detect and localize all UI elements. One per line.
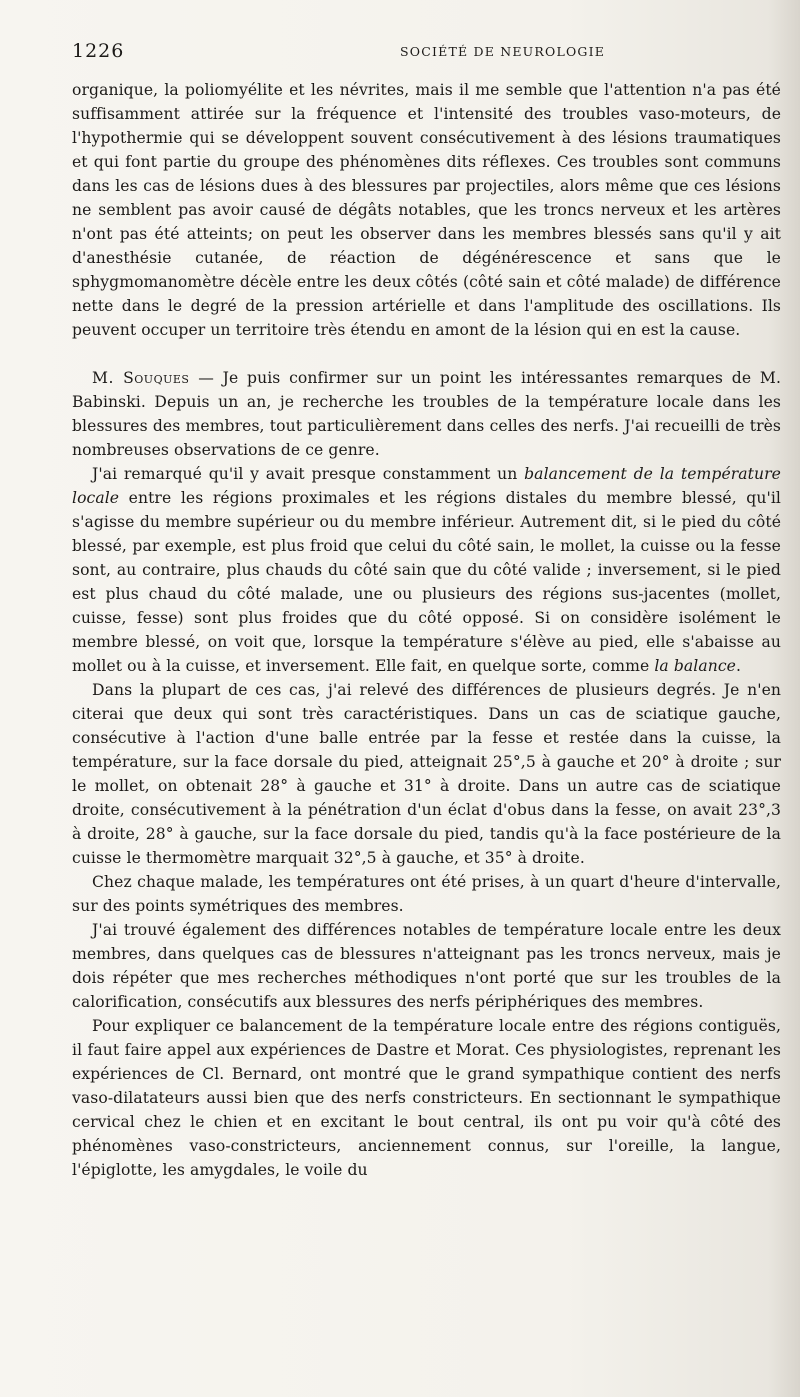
paragraph-explanation: Pour expliquer ce balancement de la température locale entre des régions contiguës, il faut faire appel aux expériences de Dastre et Morat. Ces physiologistes, reprenant les expériences de Cl. Bernard, ont montré que le grand sympathique contient des nerfs vaso-dilatateurs aussi bien que des nerfs constricteurs. En sectionnant le sympathique cervical chez le chien et en excitant le bout central, ils ont pu voir qu'à côté des phénomènes vaso-constricteurs, anciennement connus, sur l'oreille, la langue, l'épiglotte, les amygdales, le voile du xyxy=(72,1017,781,1179)
paragraph-text: J'ai remarqué qu'il y avait presque constamment un xyxy=(92,465,525,483)
paragraph-souques-intro xyxy=(72,366,781,462)
paragraph-method: Chez chaque malade, les températures ont été prises, à un quart d'heure d'intervalle, sur des points symétriques des membres. xyxy=(72,873,781,915)
paragraph-text: . xyxy=(735,657,742,675)
paragraph-continuation: organique, la poliomyélite et les névrites, mais il me semble que l'attention n'a pas été suffisamment attirée sur la fréquence et l'intensité des troubles vaso-moteurs, de l'hypothermie qui se développent souvent consécutivement à des lésions traumatiques et qui font partie du groupe des phénomènes dits réflexes. Ces troubles sont communs dans les cas de lésions dues à des blessures par projectiles, alors même que ces lésions ne semblent pas avoir causé de dégâts notables, que les troncs nerveux et les artères n'ont pas été atteints; on peut les observer dans les membres blessés sans qu'il y ait d'anesthésie cutanée, de réaction de dégénérescence et sans que le sphygmomanomètre décèle entre les deux côtés (côté sain et côté malade) de différence nette dans le degré de la pression artérielle et dans l'amplitude des oscillations. Ils peuvent occuper un territoire très étendu en amont de la lésion qui en est la cause. xyxy=(72,81,781,339)
body-text xyxy=(72,78,781,1182)
emphasis-text: balancement de la température locale xyxy=(72,465,781,507)
running-title: SOCIÉTÉ DE NEUROLOGIE xyxy=(400,44,606,59)
paragraph-balancement xyxy=(72,462,781,678)
speaker-name: M. Souques xyxy=(92,369,190,387)
paragraph-cases: Dans la plupart de ces cas, j'ai relevé des différences de plusieurs degrés. Je n'en citerai que deux qui sont très caractéristiques. Dans un cas de sciatique gauche, consécutive à l'action d'une balle entrée par la fesse et restée dans la cuisse, la température, sur la face dorsale du pied, atteignait 25°,5 à gauche et 20° à droite ; sur le mollet, on obtenait 28° à gauche et 31° à droite. Dans un autre cas de sciatique droite, consécutivement à la pénétration d'un éclat d'obus dans la fesse, on avait 23°,3 à droite, 28° à gauche, sur la face dorsale du pied, tandis qu'à la face postérieure de la cuisse le thermomètre marquait 32°,5 à gauche, et 35° à droite. xyxy=(72,681,781,867)
paragraph-text: — Je puis confirmer sur un point les intéressantes remarques de M. Babinski. Depuis un an, je recherche les troubles de la température locale dans les blessures des membres, tout particulièrement dans celles des nerfs. J'ai recueilli de très nombreuses observations de ce genre. xyxy=(72,369,781,459)
paragraph-text: entre les régions proximales et les régions distales du membre blessé, qu'il s'agisse du membre supérieur ou du membre inférieur. Autrement dit, si le pied du côté blessé, par exemple, est plus froid que celui du côté sain, le mollet, la cuisse ou la fesse sont, au contraire, plus chauds du côté sain que du côté valide ; inversement, si le pied est plus chaud du côté malade, une ou plusieurs des régions sus-jacentes (mollet, cuisse, fesse) sont plus froides que du côté opposé. Si on considère isolément le membre blessé, on voit que, lorsque la température s'élève au pied, elle s'abaisse au mollet ou à la cuisse, et inversement. Elle fait, en quelque sorte, comme xyxy=(72,489,781,675)
page-header xyxy=(72,40,772,64)
paragraph-other-wounds: J'ai trouvé également des différences notables de température locale entre les deux membres, dans quelques cas de blessures n'atteignant pas les troncs nerveux, mais je dois répéter que mes recherches méthodiques n'ont porté que sur les troubles de la calorification, consécutifs aux blessures des nerfs périphériques des membres. xyxy=(72,921,781,1011)
emphasis-text: la balance xyxy=(654,657,736,675)
page-number: 1226 xyxy=(72,40,125,62)
